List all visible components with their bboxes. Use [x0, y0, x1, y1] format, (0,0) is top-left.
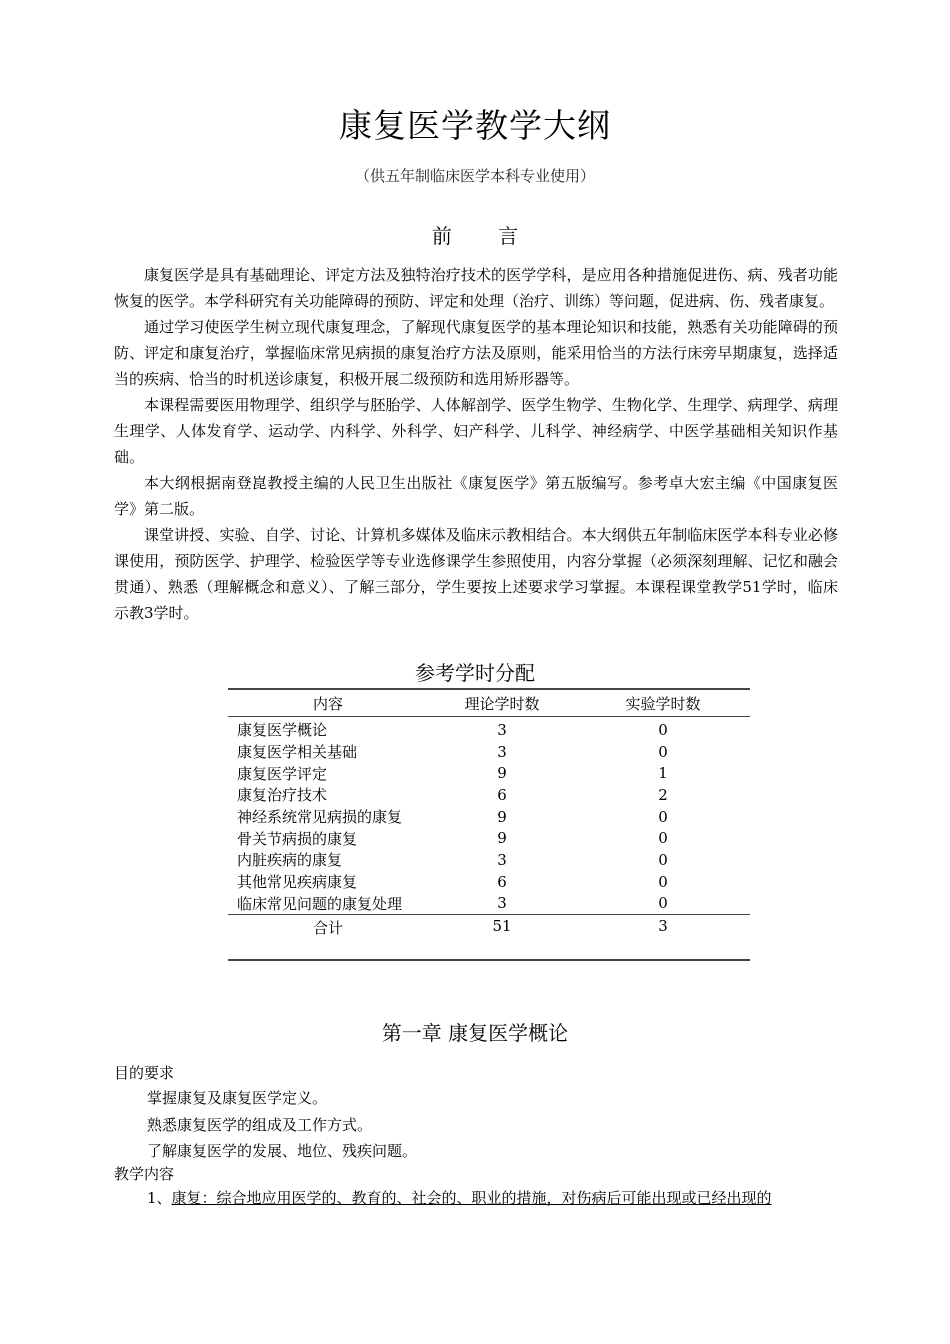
chapter-heading: 第一章 康复医学概论 — [381, 1021, 569, 1045]
content-item — [147, 1187, 837, 1208]
preface-heading: 前 言 — [431, 224, 539, 248]
row-name: 神经系统常见病损的康复 — [237, 808, 403, 827]
table-row — [228, 741, 750, 763]
row-name: 康复医学相关基础 — [237, 743, 358, 762]
row-lab-hours: 0 — [658, 872, 668, 891]
row-lab-hours: 2 — [658, 785, 668, 804]
preface-paragraph: 康复医学是具有基础理论、评定方法及独特治疗技术的医学学科，是应用各种措施促进伤、病、残者功能恢复的医学。本学科研究有关功能障碍的预防、评定和处理（治疗、训练）等问题，促进病、伤、残者康复。 — [114, 266, 838, 310]
column-header: 实验学时数 — [576, 689, 750, 717]
goals-list — [147, 1085, 417, 1165]
table-row — [228, 849, 750, 871]
table-row — [228, 806, 750, 828]
column-header: 内容 — [228, 689, 428, 717]
goals-heading: 目的要求 — [114, 1064, 175, 1082]
row-name: 康复治疗技术 — [237, 786, 328, 805]
content-item-number: 1、 — [147, 1189, 172, 1207]
row-theory-hours: 3 — [497, 742, 507, 761]
row-name: 康复医学评定 — [237, 764, 328, 783]
row-name: 临床常见问题的康复处理 — [237, 894, 403, 913]
row-name: 骨关节病损的康复 — [237, 829, 358, 848]
row-theory-hours: 3 — [497, 894, 507, 913]
preface-body — [114, 262, 838, 626]
row-theory-hours: 9 — [497, 764, 507, 783]
row-name: 内脏疾病的康复 — [237, 851, 343, 870]
preface-paragraph: 本大纲根据南登崑教授主编的人民卫生出版社《康复医学》第五版编写。参考卓大宏主编《中国康复医学》第二版。 — [114, 474, 838, 518]
table-row — [228, 871, 750, 893]
goal-item: 了解康复医学的发展、地位、残疾问题。 — [147, 1142, 418, 1160]
goal-item: 熟悉康复医学的组成及工作方式。 — [147, 1115, 373, 1134]
table-row — [228, 784, 750, 806]
table-row — [228, 893, 750, 915]
row-lab-hours: 0 — [658, 850, 668, 869]
table-header-row — [228, 689, 750, 717]
row-theory-hours: 6 — [497, 872, 507, 891]
hours-table-title: 参考学时分配 — [415, 661, 535, 685]
column-header: 理论学时数 — [428, 689, 576, 717]
row-theory-hours: 9 — [497, 829, 507, 848]
document-title: 康复医学教学大纲 — [339, 106, 611, 145]
table-total-row — [228, 915, 750, 961]
row-lab-hours: 1 — [658, 764, 668, 783]
hours-table — [228, 688, 750, 961]
row-theory-hours: 3 — [497, 720, 507, 739]
preface-paragraph: 课堂讲授、实验、自学、讨论、计算机多媒体及临床示教相结合。本大纲供五年制临床医学本科专业必修课使用，预防医学、护理学、检验医学等专业选修课学生参照使用，内容分掌握（必须深刻理解、记忆和融会贯通）、熟悉（理解概念和意义）、了解三部分，学生要按上述要求学习掌握。本课程课堂教学51学时，临床示教3学时。 — [114, 526, 838, 622]
total-theory-hours: 51 — [428, 915, 576, 961]
total-label: 合计 — [228, 915, 428, 961]
row-theory-hours: 9 — [497, 807, 507, 826]
row-lab-hours: 0 — [658, 720, 668, 739]
table-row — [228, 717, 750, 741]
document-subtitle: （供五年制临床医学本科专业使用） — [354, 167, 595, 185]
table-row — [228, 762, 750, 784]
total-lab-hours: 3 — [576, 915, 750, 961]
row-name: 其他常见疾病康复 — [237, 873, 358, 892]
content-heading: 教学内容 — [114, 1165, 175, 1183]
preface-paragraph: 通过学习使医学生树立现代康复理念，了解现代康复医学的基本理论知识和技能，熟悉有关功能障碍的预防、评定和康复治疗，掌握临床常见病损的康复治疗方法及原则，能采用恰当的方法行床旁早期康复，选择适当的疾病、恰当的时机送诊康复，积极开展二级预防和选用矫形器等。 — [114, 318, 838, 388]
row-lab-hours: 0 — [658, 807, 668, 826]
content-item-text: 康复：综合地应用医学的、教育的、社会的、职业的措施，对伤病后可能出现或已经出现的 — [171, 1189, 772, 1207]
row-lab-hours: 0 — [658, 894, 668, 913]
goal-item: 掌握康复及康复医学定义。 — [147, 1089, 328, 1107]
row-lab-hours: 0 — [658, 742, 668, 761]
table-row — [228, 827, 750, 849]
row-theory-hours: 3 — [497, 850, 507, 869]
preface-paragraph: 本课程需要医用物理学、组织学与胚胎学、人体解剖学、医学生物学、生物化学、生理学、病理学、病理生理学、人体发育学、运动学、内科学、外科学、妇产科学、儿科学、神经病学、中医学基础相关知识作基础。 — [114, 396, 838, 466]
row-name: 康复医学概论 — [237, 721, 328, 740]
row-lab-hours: 0 — [658, 829, 668, 848]
row-theory-hours: 6 — [497, 785, 507, 804]
